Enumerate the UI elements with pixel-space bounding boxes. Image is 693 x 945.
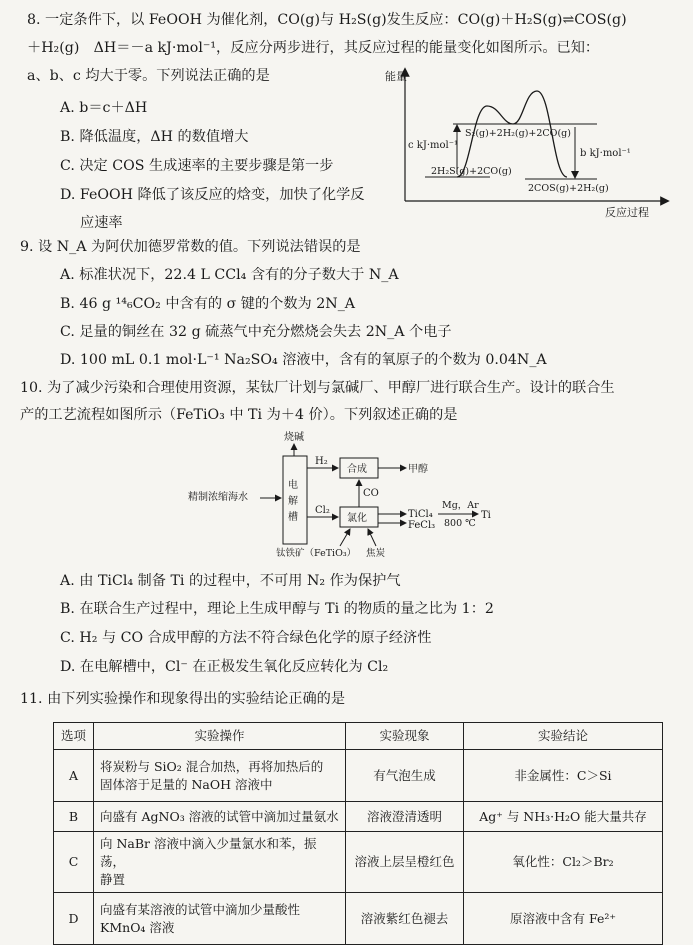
mid-level-label: S₂(g)+2H₂(g)+2CO(g) [465, 128, 571, 139]
y-axis-label: 能量 [385, 70, 407, 83]
row-operation: 向盛有某溶液的试管中滴加少量酸性 KMnO₄ 溶液 [94, 893, 346, 945]
q9-option-b: B. 46 g ¹⁴₆CO₂ 中含有的 σ 键的个数为 2N_A [60, 296, 356, 312]
row-conclusion: 原溶液中含有 Fe²⁺ [464, 893, 663, 945]
table-row [54, 832, 663, 893]
c-label: c kJ·mol⁻¹ [408, 140, 459, 151]
q8-option-b: B. 降低温度，ΔH 的数值增大 [60, 129, 249, 145]
q8-option-d: D. FeOOH 降低了该反应的焓变，加快了化学反 [60, 187, 365, 203]
q11-stem: 11. 由下列实验操作和现象得出的实验结论正确的是 [20, 691, 346, 707]
ti-label: Ti [481, 510, 491, 521]
table-row [54, 802, 663, 832]
shaojian-label: 烧碱 [284, 432, 304, 443]
experiment-table [53, 722, 663, 945]
x-axis-label: 反应过程 [605, 206, 649, 219]
row-operation: 向盛有 AgNO₃ 溶液的试管中滴加过量氨水 [94, 802, 346, 832]
table-header-row [54, 723, 663, 750]
q10-option-b: B. 在联合生产过程中，理论上生成甲醇与 Ti 的物质的量之比为 1：2 [60, 601, 494, 617]
q9-option-d: D. 100 mL 0.1 mol·L⁻¹ Na₂SO₄ 溶液中，含有的氧原子的个数为 0.04N_A [60, 352, 547, 368]
b-label: b kJ·mol⁻¹ [580, 148, 631, 159]
coke-label: 焦炭 [366, 548, 386, 559]
co-label: CO [363, 488, 379, 499]
q8-option-c: C. 决定 COS 生成速率的主要步骤是第一步 [60, 158, 334, 174]
row-conclusion: Ag⁺ 与 NH₃·H₂O 能大量共存 [464, 802, 663, 832]
header-option: 选项 [54, 723, 94, 750]
row-phenomenon: 溶液上层呈橙红色 [346, 832, 464, 893]
row-phenomenon: 溶液澄清透明 [346, 802, 464, 832]
svg-text:槽: 槽 [288, 512, 298, 523]
q10-option-d: D. 在电解槽中，Cl⁻ 在正极发生氧化反应转化为 Cl₂ [60, 659, 389, 675]
q8-stem-line2: ＋H₂(g) ΔH＝－a kJ·mol⁻¹，反应分两步进行，其反应过程的能量变化如图所示。已知： [27, 40, 600, 56]
svg-text:氯化: 氯化 [347, 513, 367, 524]
q10-stem-line2: 产的工艺流程如图所示（FeTiO₃ 中 Ti 为＋4 价）。下列叙述正确的是 [20, 407, 458, 423]
q10-option-c: C. H₂ 与 CO 合成甲醇的方法不符合绿色化学的原子经济性 [60, 630, 432, 646]
process-flow-diagram [180, 428, 510, 563]
svg-text:解: 解 [288, 496, 298, 507]
header-conclusion: 实验结论 [464, 723, 663, 750]
row-conclusion: 氧化性：Cl₂＞Br₂ [464, 832, 663, 893]
row-option: D [54, 893, 94, 945]
fecl3-label: FeCl₃ [408, 520, 436, 531]
temp-label: 800 ℃ [444, 518, 476, 529]
methanol-label: 甲醇 [408, 464, 428, 475]
row-option: C [54, 832, 94, 893]
left-level-label: 2H₂S(g)+2CO(g) [431, 166, 512, 177]
table-row [54, 893, 663, 945]
right-level-label: 2COS(g)+2H₂(g) [528, 183, 609, 194]
svg-text:合成: 合成 [347, 464, 367, 475]
row-option: A [54, 750, 94, 802]
energy-diagram [375, 66, 670, 226]
q8-option-d-cont: 应速率 [80, 215, 123, 231]
ticl4-label: TiCl₄ [408, 509, 433, 520]
h2-label: H₂ [315, 456, 328, 467]
svg-text:电: 电 [288, 480, 298, 491]
seawater-label: 精制浓缩海水 [188, 492, 248, 503]
cl2-label: Cl₂ [315, 505, 330, 516]
q10-option-a: A. 由 TiCl₄ 制备 Ti 的过程中，不可用 N₂ 作为保护气 [60, 573, 401, 589]
row-conclusion: 非金属性：C＞Si [464, 750, 663, 802]
q8-option-a: A. b＝c＋ΔH [60, 100, 148, 116]
mgar-label: Mg，Ar [442, 500, 479, 511]
q9-option-c: C. 足量的铜丝在 32 g 硫蒸气中充分燃烧会失去 2N_A 个电子 [60, 324, 452, 340]
row-phenomenon: 有气泡生成 [346, 750, 464, 802]
row-phenomenon: 溶液紫红色褪去 [346, 893, 464, 945]
q9-option-a: A. 标准状况下，22.4 L CCl₄ 含有的分子数大于 N_A [60, 267, 399, 283]
row-operation: 向 NaBr 溶液中滴入少量氯水和苯，振荡， 静置 [94, 832, 346, 893]
table-row [54, 750, 663, 802]
q9-stem: 9. 设 N_A 为阿伏加德罗常数的值。下列说法错误的是 [20, 239, 361, 255]
row-operation: 将炭粉与 SiO₂ 混合加热，再将加热后的 固体溶于足量的 NaOH 溶液中 [94, 750, 346, 802]
header-phenomenon: 实验现象 [346, 723, 464, 750]
row-option: B [54, 802, 94, 832]
q8-stem-line1: 8. 一定条件下，以 FeOOH 为催化剂，CO(g)与 H₂S(g)发生反应：CO(g)＋H₂S(g)⇌COS(g) [27, 12, 627, 28]
ore-label: 钛铁矿（FeTiO₃） [276, 548, 357, 559]
header-operation: 实验操作 [94, 723, 346, 750]
q10-stem-line1: 10. 为了减少污染和合理使用资源，某钛厂计划与氯碱厂、甲醇厂进行联合生产。设计的联合生 [20, 380, 615, 396]
q8-stem-line3: a、b、c 均大于零。下列说法正确的是 [27, 68, 270, 84]
